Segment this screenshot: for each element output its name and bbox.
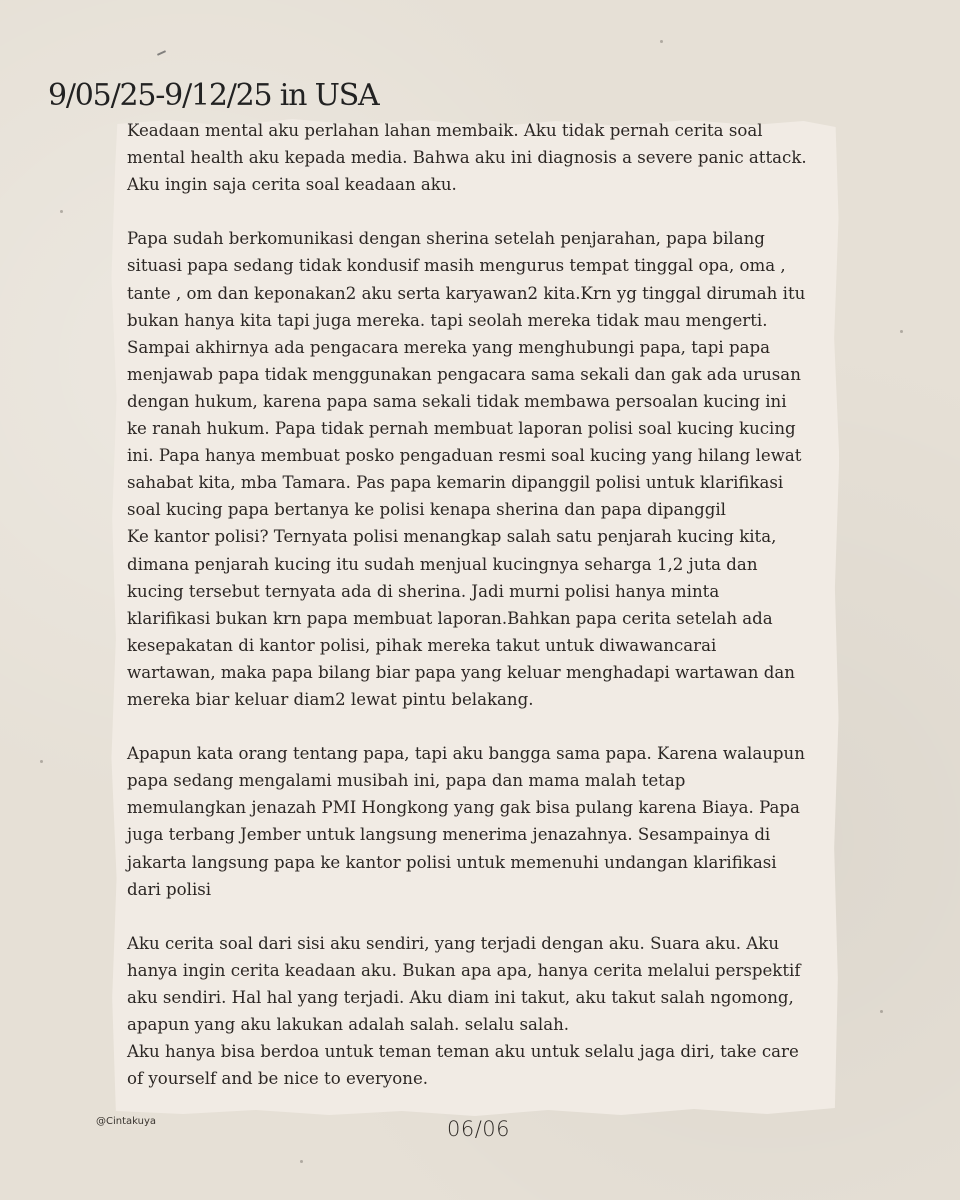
- text-line: dimana penjarah kucing itu sudah menjual kucingnya seharga 1,2 juta dan: [127, 554, 758, 574]
- text-line: Ke kantor polisi? Ternyata polisi menangkap salah satu penjarah kucing kita,: [127, 527, 777, 547]
- text-line: Apapun kata orang tentang papa, tapi aku bangga sama papa. Karena walaupun: [127, 744, 805, 764]
- text-line: tante , om dan keponakan2 aku serta karyawan2 kita.Krn yg tinggal dirumah itu: [127, 283, 806, 303]
- text-line: jakarta langsung papa ke kantor polisi untuk memenuhi undangan klarifikasi: [127, 852, 777, 872]
- text-line: sahabat kita, mba Tamara. Pas papa kemarin dipanggil polisi untuk klarifikasi: [127, 473, 784, 493]
- text-line: papa sedang mengalami musibah ini, papa dan mama malah tetap: [127, 771, 686, 791]
- text-line: apapun yang aku lakukan adalah salah. selalu salah.: [127, 1015, 570, 1035]
- text-line: hanya ingin cerita keadaan aku. Bukan apa apa, hanya cerita melalui perspektif: [127, 960, 801, 980]
- page-number: 06/06: [447, 1117, 511, 1141]
- pencil-mark: [157, 50, 166, 56]
- text-line: Keadaan mental aku perlahan lahan membaik. Aku tidak pernah cerita soal: [127, 121, 763, 140]
- text-line: wartawan, maka papa bilang biar papa yang keluar menghadapi wartawan dan: [127, 662, 795, 682]
- text-line: Aku hanya bisa berdoa untuk teman teman aku untuk selalu jaga diri, take care: [127, 1042, 799, 1062]
- text-line: ke ranah hukum. Papa tidak pernah membuat laporan polisi soal kucing kucing: [127, 419, 796, 439]
- text-line: Sampai akhirnya ada pengacara mereka yang menghubungi papa, tapi papa: [127, 337, 771, 357]
- author-handle: @Cintakuya: [96, 1116, 157, 1127]
- paper-speck: [300, 1160, 303, 1163]
- text-line: dengan hukum, karena papa sama sekali tidak membawa persoalan kucing ini: [127, 391, 787, 411]
- page-title: 9/05/25-9/12/25 in USA: [48, 78, 379, 113]
- text-line: kesepakatan di kantor polisi, pihak mereka takut untuk diwawancarai: [127, 635, 717, 655]
- text-line: Papa sudah berkomunikasi dengan sherina setelah penjarahan, papa bilang: [127, 229, 765, 249]
- paper-speck: [880, 1010, 883, 1013]
- text-line: Aku cerita soal dari sisi aku sendiri, yang terjadi dengan aku. Suara aku. Aku: [127, 933, 780, 953]
- paragraph: [127, 117, 839, 198]
- paper-speck: [900, 330, 903, 333]
- text-line: juga terbang Jember untuk langsung menerima jenazahnya. Sesampainya di: [127, 825, 771, 845]
- text-line: mereka biar keluar diam2 lewat pintu belakang.: [127, 689, 534, 709]
- text-line: Aku ingin saja cerita soal keadaan aku.: [127, 175, 457, 195]
- paper-speck: [60, 210, 63, 213]
- paper-speck: [40, 760, 43, 763]
- text-line: aku sendiri. Hal hal yang terjadi. Aku diam ini takut, aku takut salah ngomong,: [127, 988, 794, 1007]
- text-line: klarifikasi bukan krn papa membuat laporan.Bahkan papa cerita setelah ada: [127, 608, 773, 628]
- text-line: of yourself and be nice to everyone.: [127, 1069, 429, 1089]
- text-line: soal kucing papa bertanya ke polisi kenapa sherina dan papa dipanggil: [127, 500, 726, 520]
- paragraph: [127, 740, 839, 903]
- paragraph: [127, 225, 839, 713]
- text-line: bukan hanya kita tapi juga mereka. tapi seolah mereka tidak mau mengerti.: [127, 310, 768, 330]
- text-line: memulangkan jenazah PMI Hongkong yang gak bisa pulang karena Biaya. Papa: [127, 798, 800, 818]
- paper-speck: [660, 40, 663, 43]
- text-line: menjawab papa tidak menggunakan pengacara sama sekali dan gak ada urusan: [127, 364, 801, 384]
- paragraph: [127, 930, 839, 1093]
- letter-body: [127, 117, 839, 1092]
- text-line: dari polisi: [127, 879, 212, 899]
- text-line: ini. Papa hanya membuat posko pengaduan resmi soal kucing yang hilang lewat: [127, 446, 802, 466]
- text-line: situasi papa sedang tidak kondusif masih mengurus tempat tinggal opa, oma ,: [127, 256, 786, 276]
- text-line: mental health aku kepada media. Bahwa aku ini diagnosis a severe panic attack.: [127, 148, 807, 168]
- text-line: kucing tersebut ternyata ada di sherina. Jadi murni polisi hanya minta: [127, 581, 720, 601]
